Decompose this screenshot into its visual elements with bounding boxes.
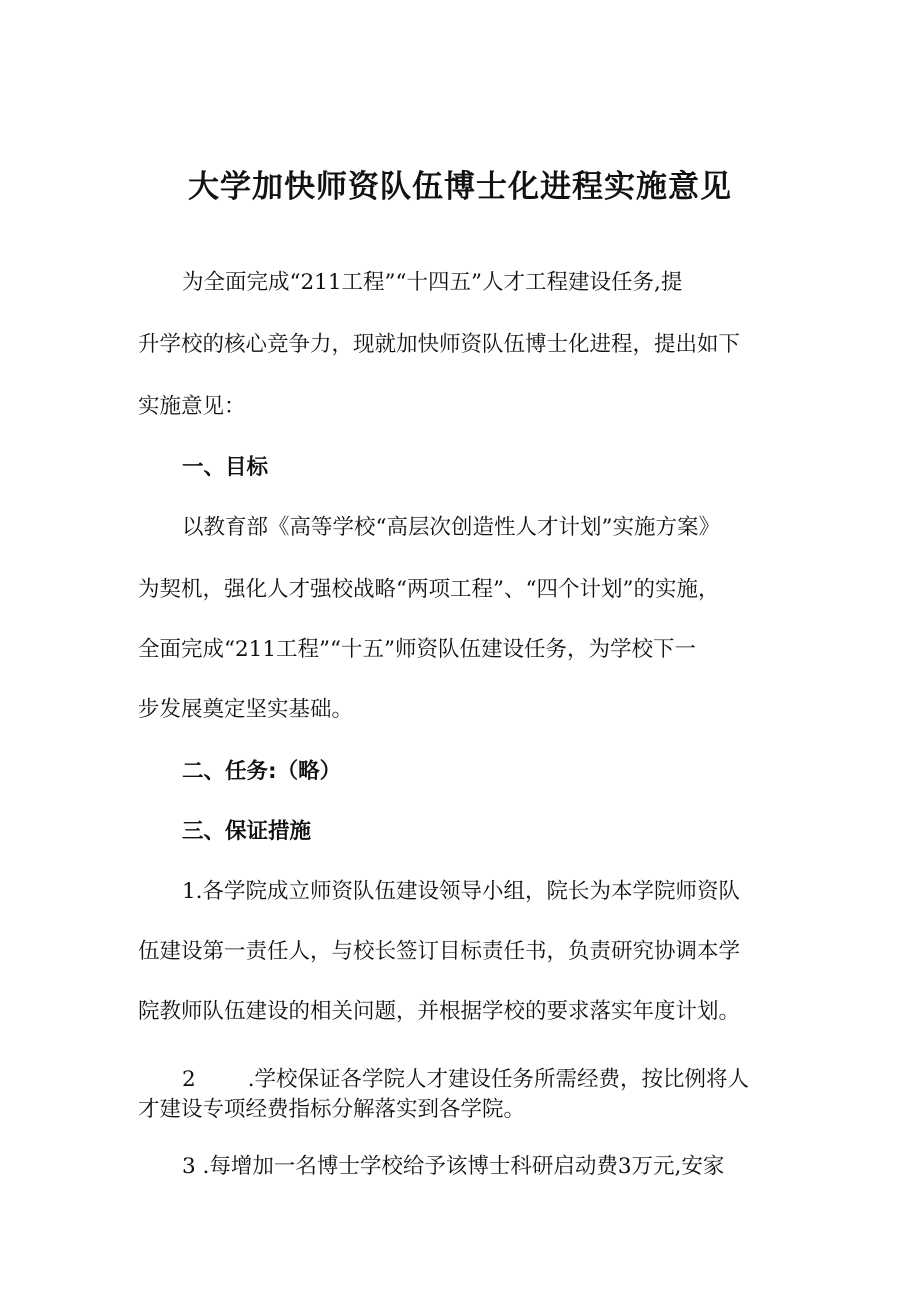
measure-2-line-1 [182,1065,749,1095]
document-title: 大学加快师资队伍博士化进程实施意见 [188,169,732,205]
section-heading-measures: 三、保证措施 [182,819,312,844]
goals-line-4: 步发展奠定坚实基础。 [138,697,354,722]
intro-line-2: 升学校的核心竞争力，现就加快师资队伍博士化进程，提出如下 [138,332,741,357]
goals-line-1: 以教育部《高等学校“高层次创造性人才计划”实施方案》 [182,515,720,540]
measure-1-line-3: 院教师队伍建设的相关问题，并根据学校的要求落实年度计划。 [138,999,741,1024]
section-heading-goals: 一、目标 [182,455,269,480]
intro-line-3: 实施意见： [138,394,246,419]
intro-line-1: 为全面完成“211工程”“十四五”人才工程建设任务,提 [182,270,683,295]
measure-3-line-1: 3 .每增加一名博士学校给予该博士科研启动费3万元,安家 [182,1154,725,1179]
measure-1-line-1: 1.各学院成立师资队伍建设领导小组，院长为本学院师资队 [182,879,741,904]
measure-2-number: 2 [182,1067,196,1092]
measure-2-text: .学校保证各学院人才建设任务所需经费，按比例将人 [247,1067,750,1092]
goals-line-2: 为契机，强化人才强校战略“两项工程”、“四个计划”的实施， [138,577,720,602]
measure-2-line-2: 才建设专项经费指标分解落实到各学院。 [138,1097,526,1122]
goals-line-3: 全面完成“211工程”“十五”师资队伍建设任务，为学校下一 [138,637,697,662]
measure-1-line-2: 伍建设第一责任人，与校长签订目标责任书，负责研究协调本学 [138,939,741,964]
section-heading-tasks: 二、任务:（略） [182,759,342,784]
